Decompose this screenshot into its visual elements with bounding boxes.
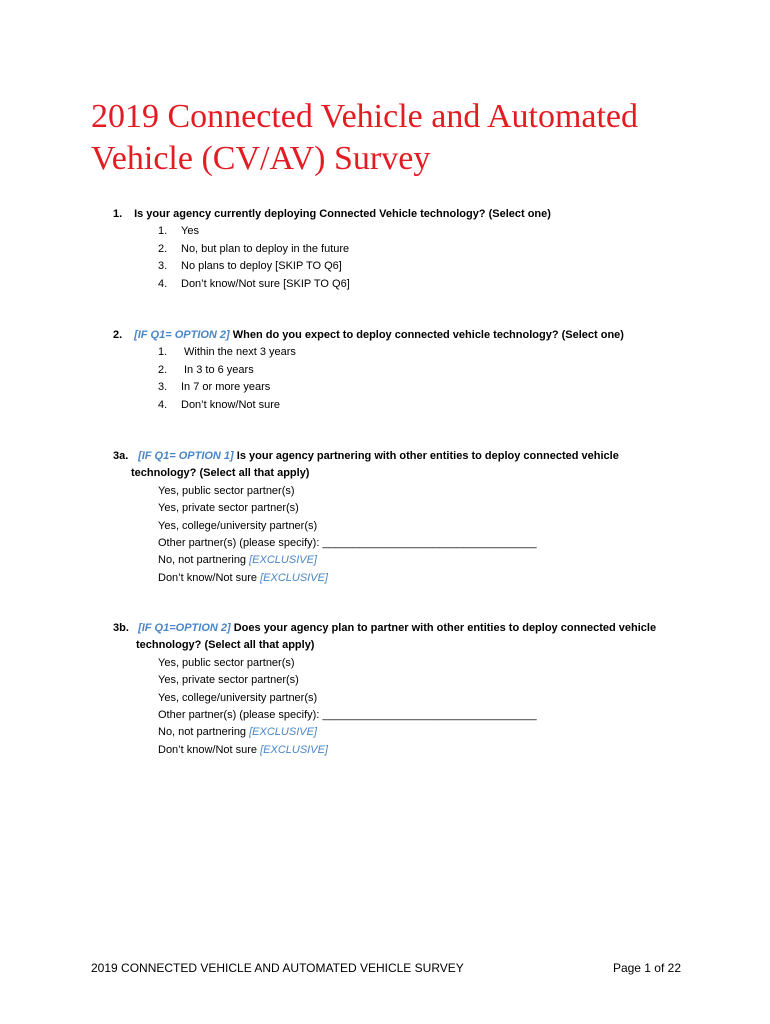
option-number: 1. <box>158 346 168 359</box>
exclusive-tag: [EXCLUSIVE] <box>249 554 317 567</box>
option-item[interactable] <box>113 223 551 240</box>
checkbox-option[interactable] <box>113 552 619 569</box>
checkbox-option[interactable] <box>113 518 619 535</box>
exclusive-tag: [EXCLUSIVE] <box>260 743 328 756</box>
option-number: 2. <box>158 242 168 255</box>
question-2-heading <box>113 327 624 344</box>
option-number: 3. <box>158 260 168 273</box>
checkbox-option-other[interactable] <box>113 707 656 724</box>
option-label: Yes, college/university partner(s) <box>158 519 318 532</box>
option-label: No, not partnering <box>158 726 250 739</box>
option-item[interactable] <box>113 258 551 275</box>
checkbox-option[interactable] <box>113 570 619 587</box>
option-item[interactable] <box>113 379 624 396</box>
option-item[interactable] <box>113 362 624 379</box>
option-label: In 3 to 6 years <box>184 363 254 376</box>
option-label: Don’t know/Not sure [SKIP TO Q6] <box>181 277 350 290</box>
option-label: Yes, private sector partner(s) <box>158 674 299 687</box>
question-3a-heading <box>113 448 619 465</box>
question-text: When do you expect to deploy connected vehicle technology? (Select one) <box>232 329 624 341</box>
question-3a <box>113 448 619 587</box>
question-text: Is your agency partnering with other entities to deploy connected vehicle <box>236 450 619 462</box>
option-number: 4. <box>158 398 168 411</box>
question-3b-heading <box>113 620 656 637</box>
option-number: 2. <box>158 363 168 376</box>
option-label: Don’t know/Not sure <box>158 571 261 584</box>
exclusive-tag: [EXCLUSIVE] <box>249 726 317 739</box>
question-2 <box>113 327 624 414</box>
question-text-continued: technology? (Select all that apply) <box>136 639 315 652</box>
footer-title: 2019 CONNECTED VEHICLE AND AUTOMATED VEHICLE SURVEY <box>91 961 464 975</box>
option-label: Yes, college/university partner(s) <box>158 691 318 704</box>
option-label: In 7 or more years <box>181 381 271 394</box>
option-label: No plans to deploy [SKIP TO Q6] <box>181 260 342 273</box>
question-text: Is your agency currently deploying Connected Vehicle technology? (Select one) <box>134 208 551 220</box>
exclusive-tag: [EXCLUSIVE] <box>260 571 328 584</box>
condition-label: [IF Q1= OPTION 2] <box>134 329 230 341</box>
question-number: 3a. <box>113 450 129 462</box>
title-line-1: 2019 Connected Vehicle and Automated <box>91 98 639 135</box>
question-number: 1. <box>113 208 123 220</box>
option-item[interactable] <box>113 397 624 414</box>
condition-label: [IF Q1= OPTION 1] <box>138 450 234 462</box>
checkbox-option[interactable] <box>113 655 656 672</box>
question-1-heading <box>113 206 551 223</box>
checkbox-option-other[interactable] <box>113 535 619 552</box>
option-label: Other partner(s) (please specify): ___________________________________ <box>158 708 537 721</box>
question-3b <box>113 620 656 759</box>
option-number: 1. <box>158 225 168 238</box>
option-label: Yes <box>181 225 199 238</box>
checkbox-option[interactable] <box>113 500 619 517</box>
option-label: Yes, private sector partner(s) <box>158 502 299 515</box>
option-item[interactable] <box>113 241 551 258</box>
title-line-2: Vehicle (CV/AV) Survey <box>91 140 431 177</box>
checkbox-option[interactable] <box>113 724 656 741</box>
checkbox-option[interactable] <box>113 690 656 707</box>
option-label: Within the next 3 years <box>184 346 296 359</box>
option-item[interactable] <box>113 276 551 293</box>
question-text-continued: technology? (Select all that apply) <box>131 467 310 480</box>
question-number: 2. <box>113 329 123 341</box>
question-number: 3b. <box>113 622 129 634</box>
page-number: Page 1 of 22 <box>612 961 681 975</box>
question-1 <box>113 206 551 293</box>
option-label: Don’t know/Not sure <box>158 743 261 756</box>
option-label: Don’t know/Not sure <box>181 398 281 411</box>
checkbox-option[interactable] <box>113 483 619 500</box>
option-label: Yes, public sector partner(s) <box>158 656 295 669</box>
option-label: Other partner(s) (please specify): ___________________________________ <box>158 536 537 549</box>
checkbox-option[interactable] <box>113 742 656 759</box>
option-label: Yes, public sector partner(s) <box>158 484 295 497</box>
question-text: Does your agency plan to partner with other entities to deploy connected vehicle <box>233 622 657 634</box>
page-title <box>91 96 711 180</box>
option-number: 4. <box>158 277 168 290</box>
condition-label: [IF Q1=OPTION 2] <box>138 622 231 634</box>
checkbox-option[interactable] <box>113 672 656 689</box>
option-label: No, not partnering <box>158 554 250 567</box>
option-number: 3. <box>158 381 168 394</box>
option-label: No, but plan to deploy in the future <box>181 242 350 255</box>
option-item[interactable] <box>113 344 624 361</box>
